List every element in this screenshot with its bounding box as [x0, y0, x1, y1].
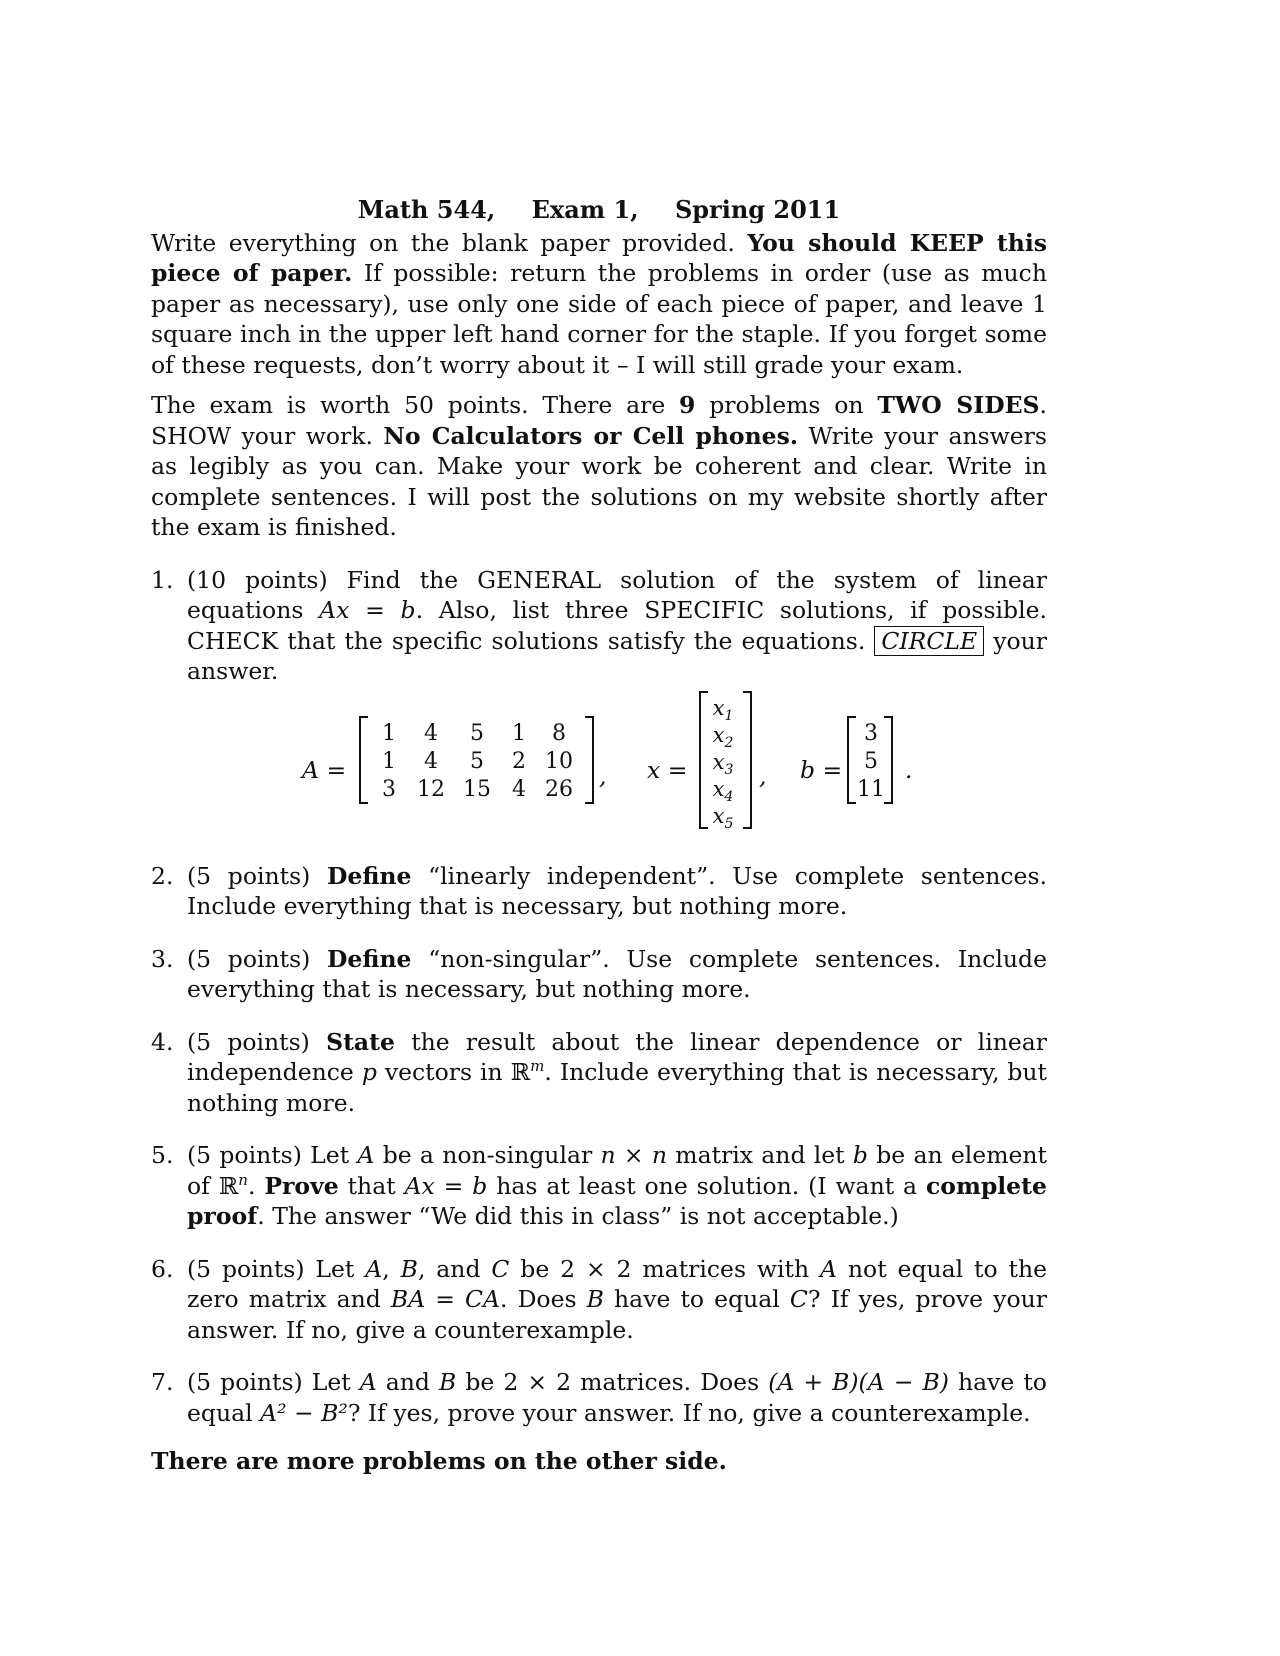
problem-3: 3. (5 points) Define “non-singular”. Use complete sentences. Include everything that is necessary, but nothing more. — [151, 944, 1047, 1003]
matrix-A-cell: 5 — [470, 748, 484, 774]
vector-x-entry: $x_3$ — [712, 749, 734, 778]
matrix-A-cell: 1 — [382, 720, 396, 746]
vector-x-entry: $x_5$ — [712, 803, 734, 832]
circle-box: CIRCLE — [874, 626, 984, 656]
matrix-A-cell: 4 — [424, 720, 438, 746]
matrix-equations — [187, 695, 1047, 839]
matrix-A-cell: 5 — [470, 720, 484, 746]
A-right-bracket — [585, 716, 594, 804]
matrix-A-cell: 1 — [512, 720, 526, 746]
problem-6: 6. (5 points) Let A, B, and C be 2 × 2 matrices with A not equal to the zero matrix and BA = CA. Does B have to equal C? If yes, prove your answer. If no, give a counterexample. — [151, 1254, 1048, 1344]
matrix-A-cell: 4 — [424, 748, 438, 774]
problem-7: 7. (5 points) Let A and B be 2 × 2 matrices. Does (A + B)(A − B) have to equal A² − B²? If yes, prove your answer. If no, give a counterexample. — [151, 1368, 1047, 1427]
matrix-A-cell: 2 — [512, 748, 526, 774]
b-right-bracket — [884, 716, 893, 804]
problem-5: 5. (5 points) Let A be a non-singular n × n matrix and let b be an element of ℝ$^n$. Prove that Ax = b has at least one solution. (I want a complete proof. The answer “We did this in class” is not acceptable.) — [151, 1141, 1047, 1230]
matrix-A-cell: 8 — [552, 720, 566, 746]
term-label: Spring 2011 — [674, 195, 841, 224]
matrix-A-cell: 4 — [512, 776, 526, 802]
x-right-bracket — [743, 691, 752, 829]
vector-x-entry: $x_2$ — [712, 722, 734, 751]
vector-x-entry: $x_4$ — [712, 776, 734, 805]
b-label: b = — [800, 755, 843, 784]
intro-paragraph-2: The exam is worth 50 points. There are 9 problems on TWO SIDES. SHOW your work. No Calculators or Cell phones. Write your answers as legibly as you can. Make your work be coherent and clear. Write in complete sentences. I will post the solutions on my website shortly after the exam is finished. — [151, 391, 1047, 541]
vector-b-entry: 5 — [864, 748, 878, 774]
matrix-A-cell: 1 — [382, 748, 396, 774]
matrix-A-cell: 26 — [545, 776, 573, 802]
exam-page — [151, 195, 1047, 1477]
x-label: x = — [647, 755, 688, 784]
matrix-A-cell: 3 — [382, 776, 396, 802]
page-title — [151, 195, 1047, 226]
vector-b-entry: 11 — [857, 776, 885, 802]
problem-list — [151, 565, 1047, 1429]
matrix-A-cell: 15 — [463, 776, 491, 802]
comma: , — [759, 761, 767, 790]
comma: , — [599, 761, 607, 790]
intro-paragraph-1: Write everything on the blank paper provided. You should KEEP this piece of paper. If possible: return the problems in order (use as much paper as necessary), use only one side of each piece of paper, and leave 1 square inch in the upper left hand corner for the staple. If you forget some of these requests, don’t worry about it – I will still grade your exam. — [151, 228, 1047, 379]
vector-b-entry: 3 — [864, 720, 878, 746]
A-label: A = — [302, 755, 347, 784]
period: . — [905, 755, 913, 784]
course-label: Math 544, — [357, 195, 496, 224]
matrix-A-cell: 10 — [545, 748, 573, 774]
vector-x-entry: $x_1$ — [712, 695, 734, 724]
problem-4: 4. (5 points) State the result about the linear dependence or linear independence p vectors in ℝ$^m$. Include everything that is necessary, but nothing more. — [151, 1027, 1047, 1117]
footer-note: There are more problems on the other side. — [151, 1447, 727, 1475]
matrix-A-cell: 12 — [417, 776, 445, 802]
problem-2: 2. (5 points) Define “linearly independent”. Use complete sentences. Include everything that is necessary, but nothing more. — [151, 861, 1047, 920]
problem-1: 1. (10 points) Find the GENERAL solution of the system of linear equations Ax = b. Also, list three SPECIFIC solutions, if possible. CHECK that the specific solutions satisfy the equations. CIRCLE your answer. A = 1 4 5 1 8 1 4 5 2 10 3 12 15 4 26 , x = $x_1$ $x_2$ $x_3$ $x_4$ $x_5$ , b = 3 5 11 . — [151, 565, 1047, 839]
exam-label: Exam 1, — [531, 195, 639, 224]
